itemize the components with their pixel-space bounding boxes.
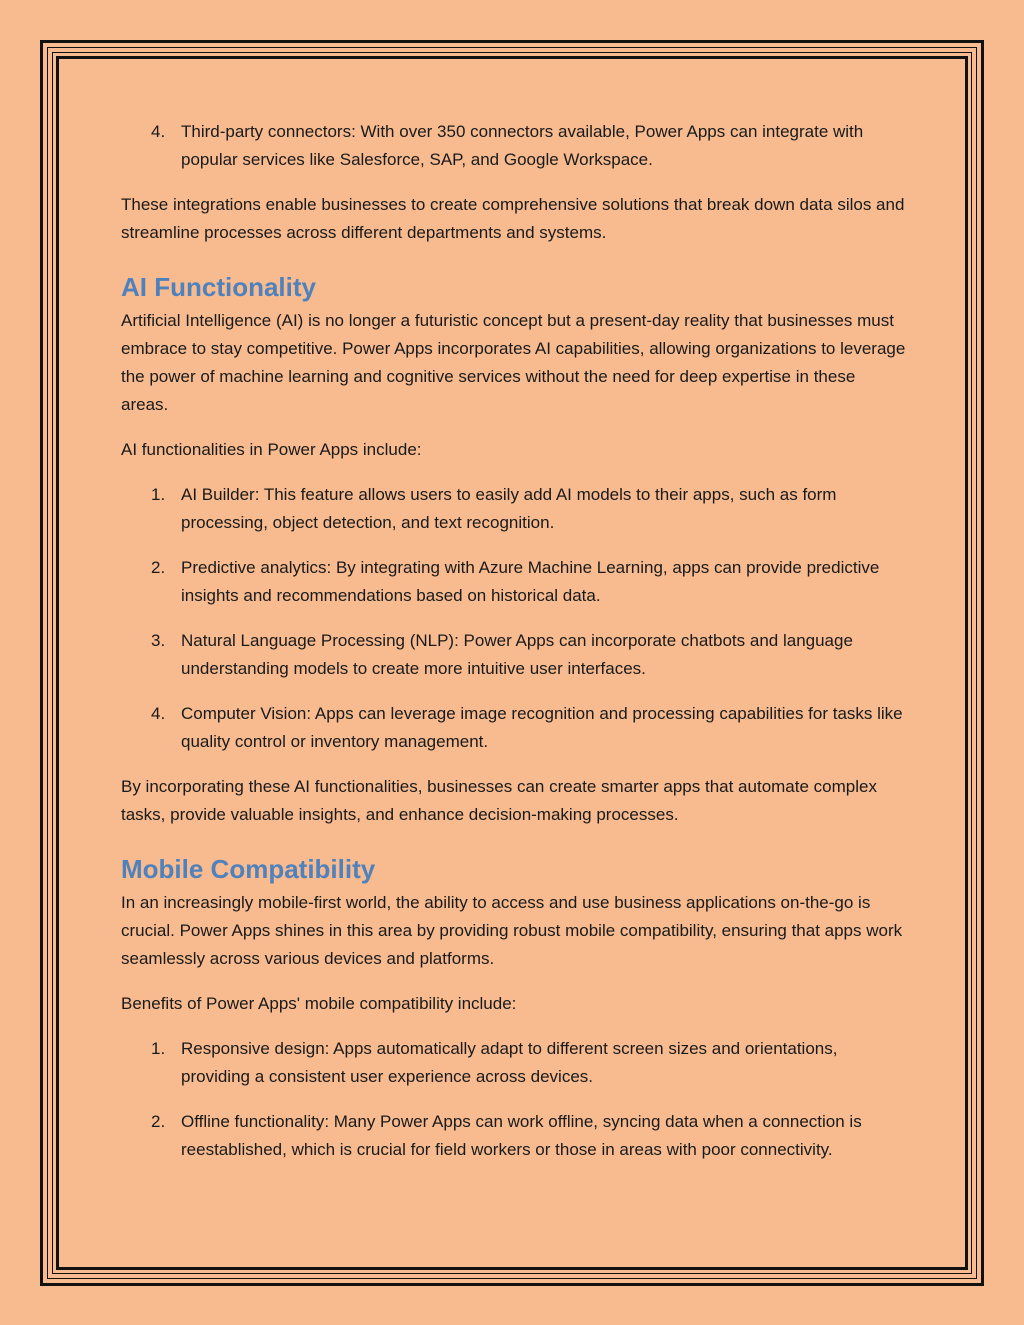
section-heading-ai: AI Functionality <box>121 272 316 302</box>
list-item-text: AI Builder: This feature allows users to easily add AI models to their apps, such as form processing, object detection, and text recognition. <box>181 485 837 532</box>
mobile-paragraph-1: In an increasingly mobile-first world, the ability to access and use business applications on-the-go is crucial. Power Apps shines in this area by providing robust mobile compatibility, ensuring that apps work seamlessly across various devices and platforms. <box>121 893 903 968</box>
document-body <box>121 118 906 1181</box>
list-item-text: Third-party connectors: With over 350 connectors available, Power Apps can integrate with popular services like Salesforce, SAP, and Google Workspace. <box>181 122 864 169</box>
list-item-number: 1. <box>151 1039 166 1058</box>
list-item-number: 4. <box>151 122 166 141</box>
list-item-text: Natural Language Processing (NLP): Power Apps can incorporate chatbots and language understanding models to create more intuitive user interfaces. <box>181 631 853 678</box>
list-item-number: 3. <box>151 631 166 650</box>
list-item-text: Offline functionality: Many Power Apps can work offline, syncing data when a connection is reestablished, which is crucial for field workers or those in areas with poor connectivity. <box>181 1112 862 1159</box>
list-item <box>121 554 906 610</box>
list-item-text: Responsive design: Apps automatically adapt to different screen sizes and orientations, providing a consistent user experience across devices. <box>181 1039 838 1086</box>
list-item <box>121 481 906 537</box>
mobile-list <box>121 1035 906 1164</box>
intro-list <box>121 118 906 174</box>
section-heading-mobile: Mobile Compatibility <box>121 854 376 884</box>
intro-paragraph: These integrations enable businesses to create comprehensive solutions that break down data silos and streamline processes across different departments and systems. <box>121 195 905 242</box>
list-item-number: 4. <box>151 704 166 723</box>
list-item <box>121 700 906 756</box>
ai-list <box>121 481 906 756</box>
ai-paragraph-2: AI functionalities in Power Apps include: <box>121 440 422 459</box>
list-item-number: 2. <box>151 1112 166 1131</box>
ai-paragraph-1: Artificial Intelligence (AI) is no longer a futuristic concept but a present-day reality that businesses must embrace to stay competitive. Power Apps incorporates AI capabilities, allowing organizations to leverage the power of machine learning and cognitive services without the need for deep expertise in these areas. <box>121 311 906 414</box>
list-item <box>121 1108 906 1164</box>
list-item <box>121 1035 906 1091</box>
mobile-paragraph-2: Benefits of Power Apps' mobile compatibility include: <box>121 994 517 1013</box>
list-item-number: 2. <box>151 558 166 577</box>
ai-closing-paragraph: By incorporating these AI functionalities, businesses can create smarter apps that automate complex tasks, provide valuable insights, and enhance decision-making processes. <box>121 777 877 824</box>
list-item <box>121 118 906 174</box>
list-item-text: Predictive analytics: By integrating with Azure Machine Learning, apps can provide predictive insights and recommendations based on historical data. <box>181 558 880 605</box>
list-item-text: Computer Vision: Apps can leverage image recognition and processing capabilities for tasks like quality control or inventory management. <box>181 704 903 751</box>
list-item <box>121 627 906 683</box>
list-item-number: 1. <box>151 485 166 504</box>
